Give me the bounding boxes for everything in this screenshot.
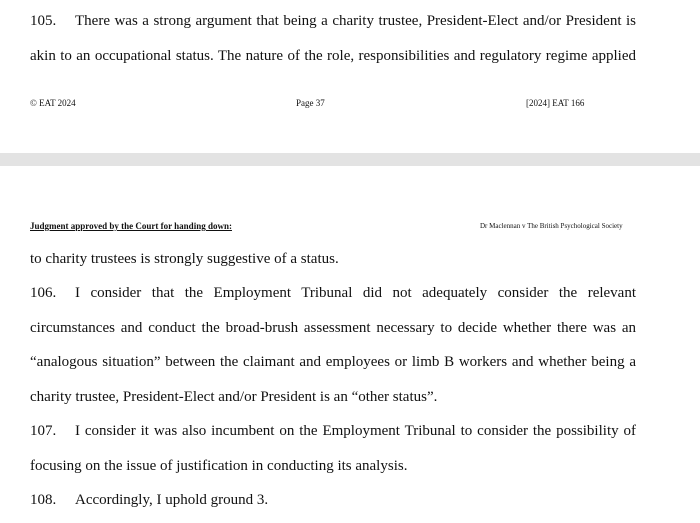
paragraph-number: 107.: [30, 423, 57, 439]
paragraph-107-line-1: [30, 424, 636, 439]
paragraph-106-line-2: circumstances and conduct the broad-brush assessment necessary to decide whether there was an: [30, 320, 636, 336]
paragraph-text: I consider that the Employment Tribunal did not adequately consider the relevant: [75, 285, 636, 301]
paragraph-106-line-1: [30, 286, 636, 301]
paragraph-106-line-3: “analogous situation” between the claimant and employees or limb B workers and whether being a: [30, 354, 636, 370]
paragraph-106-line-4: charity trustee, President-Elect and/or President is an “other status”.: [30, 389, 438, 405]
paragraph-108-line-1: [30, 493, 636, 508]
page-37: [0, 0, 700, 153]
paragraph-105-line-1: [30, 14, 636, 29]
paragraph-105-line-2: akin to an occupational status. The nature of the role, responsibilities and regulatory regime applied: [30, 48, 636, 64]
paragraph-number: 108.: [30, 492, 57, 508]
running-header-left: Judgment approved by the Court for handing down:: [30, 221, 232, 231]
paragraph-number: 106.: [30, 285, 57, 301]
paragraph-text: I consider it was also incumbent on the Employment Tribunal to consider the possibility of: [75, 423, 636, 439]
paragraph-text: There was a strong argument that being a charity trustee, President-Elect and/or President is: [75, 13, 636, 29]
paragraph-107-line-2: focusing on the issue of justification in conducting its analysis.: [30, 458, 408, 474]
footer-citation: [2024] EAT 166: [526, 98, 585, 108]
footer-page-number: Page 37: [296, 98, 325, 108]
paragraph-number: 105.: [30, 13, 57, 29]
paragraph-105-continuation: to charity trustees is strongly suggestive of a status.: [30, 251, 339, 267]
running-header-case-name: Dr Maclennan v The British Psychological Society: [480, 222, 623, 230]
page-separator: [0, 153, 700, 166]
footer-copyright: © EAT 2024: [30, 98, 76, 108]
paragraph-text: Accordingly, I uphold ground 3.: [75, 492, 269, 508]
